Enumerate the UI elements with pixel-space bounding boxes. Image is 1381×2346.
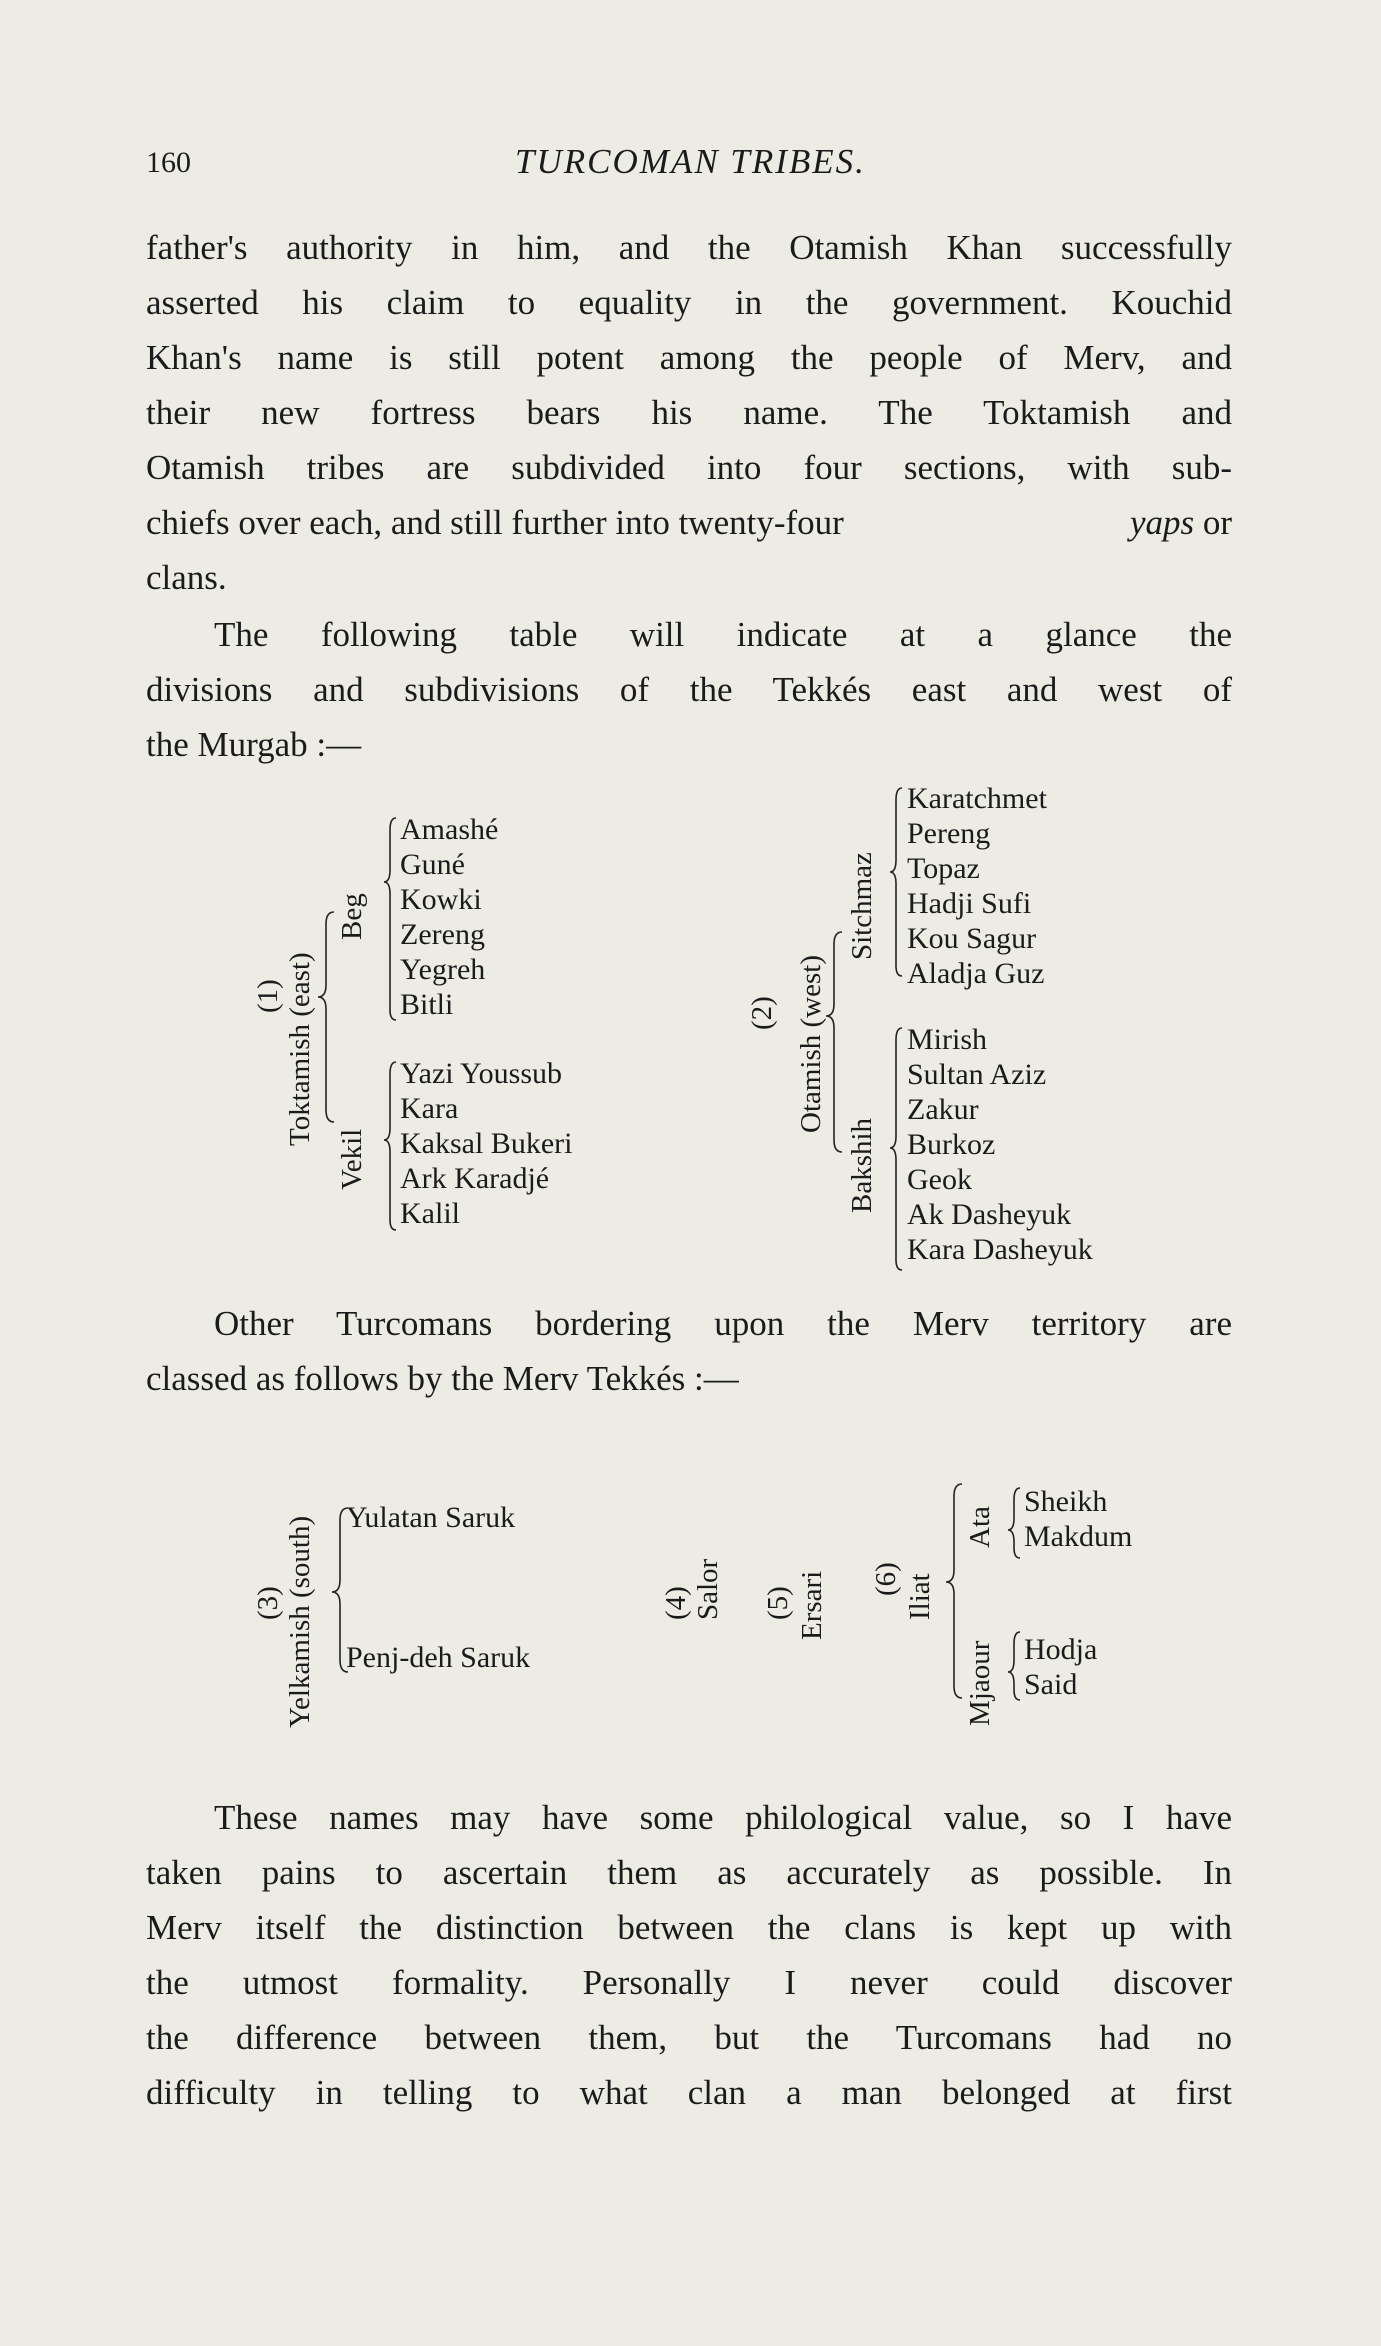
clan-name: Kaksal Bukeri [400, 1127, 573, 1160]
clan-name: Bitli [400, 988, 454, 1021]
bakshih-brace [890, 1028, 902, 1270]
yelkamish-label: Yelkamish (south) [284, 1515, 316, 1728]
text-line: difficulty in telling to what clan a man belonged at first [146, 2073, 1232, 2112]
text-line: the Murgab :— [146, 725, 362, 764]
salor-number: (4) [660, 1586, 692, 1620]
clan-name: Kara Dasheyuk [907, 1233, 1093, 1266]
beg-label: Beg [336, 893, 368, 940]
clan-name: Guné [400, 848, 465, 881]
clan-name: Topaz [907, 852, 980, 885]
iliat-label: Iliat [904, 1573, 936, 1620]
text-line: Khan's name is still potent among the people of Merv, and [146, 338, 1232, 377]
clan-name: Geok [907, 1163, 972, 1196]
mjaour-label: Mjaour [964, 1640, 996, 1726]
salor-label: Salor [692, 1558, 724, 1620]
clan-name: Kou Sagur [907, 922, 1037, 955]
yelkamish-item: Penj-deh Saruk [346, 1641, 531, 1674]
clan-name: Kara [400, 1092, 459, 1125]
clan-name: Ak Dasheyuk [907, 1198, 1072, 1231]
vekil-label: Vekil [336, 1128, 368, 1190]
otamish-brace [826, 932, 842, 1152]
clan-name: Mirish [907, 1023, 988, 1056]
text-line: Otamish tribes are subdivided into four sections, with sub- [146, 448, 1232, 487]
toktamish-label: Toktamish (east) [284, 952, 316, 1146]
clan-name: Ark Karadjé [400, 1162, 550, 1195]
sitchmaz-label: Sitchmaz [846, 852, 878, 960]
clan-name: Pereng [907, 817, 991, 850]
text-line: Other Turcomans bordering upon the Merv territory are [214, 1304, 1232, 1343]
clan-name: Yazi Youssub [400, 1057, 563, 1090]
iliat-brace [946, 1484, 962, 1698]
text-word: or [1202, 503, 1232, 542]
page-number: 160 [146, 146, 191, 179]
mjaour-brace [1008, 1632, 1020, 1700]
iliat-number: (6) [870, 1562, 902, 1596]
sitchmaz-brace [890, 788, 902, 976]
italic-word: yaps [1129, 503, 1195, 542]
clan-name: Zakur [907, 1093, 979, 1126]
clan-name: Sheikh [1024, 1485, 1108, 1518]
clan-name: Hadji Sufi [907, 887, 1032, 920]
otamish-label: Otamish (west) [795, 955, 827, 1133]
yelkamish-item: Yulatan Saruk [346, 1501, 516, 1534]
text-line: divisions and subdivisions of the Tekkés east and west of [146, 670, 1232, 709]
text-line: the difference between them, but the Turcomans had no [146, 2018, 1232, 2057]
ersari-label: Ersari [796, 1570, 828, 1640]
ata-brace [1008, 1488, 1020, 1558]
clan-name: Sultan Aziz [907, 1058, 1047, 1091]
ata-list [1024, 1484, 1132, 1554]
toktamish-number: (1) [252, 979, 284, 1013]
bakshih-label: Bakshih [846, 1117, 878, 1213]
paragraph-4 [146, 1790, 1232, 2120]
clan-name: Hodja [1024, 1633, 1098, 1666]
beg-brace [384, 818, 396, 1020]
text-segment: chiefs over each, and still further into twenty-four [146, 503, 844, 542]
yelkamish-number: (3) [252, 1586, 284, 1620]
toktamish-brace [318, 912, 334, 1122]
clan-name: Said [1024, 1668, 1078, 1701]
text-line: their new fortress bears his name. The Toktamish and [146, 393, 1232, 432]
vekil-brace [384, 1062, 396, 1230]
ata-label: Ata [964, 1506, 996, 1548]
clan-name: Karatchmet [907, 782, 1047, 815]
text-line: the utmost formality. Personally I never could discover [146, 1963, 1232, 2002]
text-line: classed as follows by the Merv Tekkés :— [146, 1359, 739, 1398]
text-line: asserted his claim to equality in the government. Kouchid [146, 283, 1232, 322]
clan-name: Burkoz [907, 1128, 996, 1161]
text-line: taken pains to ascertain them as accurately as possible. In [146, 1853, 1232, 1892]
clan-name: Zereng [400, 918, 485, 951]
clan-name: Aladja Guz [907, 957, 1045, 990]
clan-name: Kalil [400, 1197, 460, 1230]
text-line: Merv itself the distinction between the clans is kept up with [146, 1908, 1232, 1947]
mjaour-list [1024, 1632, 1097, 1702]
running-title: TURCOMAN TRIBES. [515, 142, 866, 181]
otamish-number: (2) [746, 996, 778, 1030]
text-line: The following table will indicate at a glance the [214, 615, 1232, 654]
text-line: These names may have some philological value, so I have [214, 1798, 1232, 1837]
clan-name: Makdum [1024, 1520, 1133, 1553]
clan-name: Yegreh [400, 953, 486, 986]
text-line: father's authority in him, and the Otamish Khan successfully [146, 228, 1232, 267]
text-line: clans. [146, 558, 227, 597]
clan-name: Kowki [400, 883, 482, 916]
paragraph-3 [146, 1296, 1232, 1406]
ersari-number: (5) [762, 1586, 794, 1620]
clan-name: Amashé [400, 813, 499, 846]
